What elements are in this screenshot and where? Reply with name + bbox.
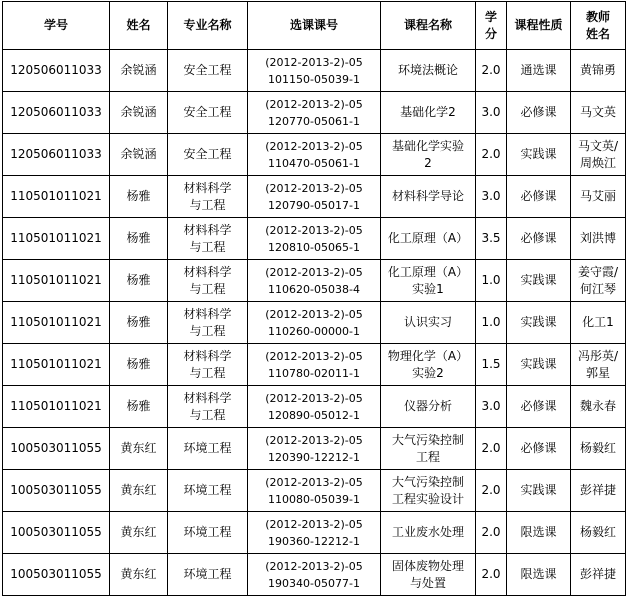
student-name-cell — [110, 218, 168, 260]
table-row — [3, 92, 626, 134]
major-text: 与工程 — [189, 365, 226, 380]
major-cell — [168, 386, 248, 428]
course-type-cell — [507, 92, 571, 134]
major-text: 安全工程 — [183, 63, 232, 77]
credit-text: 1.5 — [481, 357, 501, 371]
major-cell — [168, 554, 248, 596]
major-text: 材料科学 — [183, 348, 232, 363]
course-code-cell — [248, 176, 381, 218]
course-name-text: 环境法概论 — [397, 63, 458, 77]
course-name-text: 物理化学（A） — [387, 348, 469, 363]
major-cell — [168, 260, 248, 302]
student-id-text: 110501011021 — [10, 273, 102, 287]
course-code-text: 110620-05038-4 — [268, 282, 360, 296]
student-name-cell — [110, 512, 168, 554]
course-name-text: 大气污染控制 — [391, 474, 464, 489]
student-id-cell — [3, 554, 110, 596]
major-cell — [168, 512, 248, 554]
course-code-cell — [248, 302, 381, 344]
table-row — [3, 554, 626, 596]
table-row — [3, 176, 626, 218]
teacher-cell — [571, 470, 626, 512]
course-type-cell — [507, 134, 571, 176]
student-id-text: 110501011021 — [10, 189, 102, 203]
major-cell — [168, 92, 248, 134]
course-type-text: 必修课 — [520, 441, 557, 455]
course-type-cell — [507, 386, 571, 428]
course-code-cell — [248, 260, 381, 302]
teacher-text: 杨毅红 — [579, 441, 616, 455]
course-code-cell — [248, 344, 381, 386]
course-name-text: 仪器分析 — [403, 399, 452, 413]
course-code-text: (2012-2013-2)-05 — [265, 517, 363, 531]
course-name-cell — [381, 260, 476, 302]
student-name-text: 黄东红 — [120, 483, 157, 497]
course-selection-table — [2, 1, 626, 596]
course-code-text: 110260-00000-1 — [268, 324, 360, 338]
student-id-text: 110501011021 — [10, 231, 102, 245]
course-type-text: 必修课 — [520, 189, 557, 203]
table-body — [3, 50, 626, 596]
student-name-cell — [110, 428, 168, 470]
course-name-text: 基础化学实验 — [391, 138, 464, 153]
course-code-text: (2012-2013-2)-05 — [265, 433, 363, 447]
course-code-text: 120390-12212-1 — [268, 450, 360, 464]
course-name-cell — [381, 470, 476, 512]
student-name-text: 杨雅 — [126, 357, 151, 371]
major-text: 与工程 — [189, 323, 226, 338]
student-id-cell — [3, 512, 110, 554]
course-code-cell — [248, 512, 381, 554]
credit-text: 3.0 — [481, 399, 501, 413]
student-id-cell — [3, 92, 110, 134]
course-name-cell — [381, 134, 476, 176]
course-name-text: 固体废物处理 — [391, 558, 464, 573]
course-code-text: 110470-05061-1 — [268, 156, 360, 170]
course-code-text: (2012-2013-2)-05 — [265, 55, 363, 69]
teacher-text: 黄锦勇 — [579, 63, 616, 77]
teacher-text: 马文英/ — [577, 138, 619, 153]
course-type-text: 限选课 — [520, 567, 557, 581]
student-name-text: 杨雅 — [126, 315, 151, 329]
teacher-text: 彭祥捷 — [579, 483, 616, 497]
course-name-cell — [381, 554, 476, 596]
teacher-text: 彭祥捷 — [579, 567, 616, 581]
course-name-text: 材料科学导论 — [391, 189, 464, 203]
course-name-text: 实验1 — [412, 281, 444, 296]
student-id-text: 100503011055 — [10, 525, 102, 539]
major-cell — [168, 134, 248, 176]
credit-cell — [476, 260, 507, 302]
course-code-text: 110780-02011-1 — [268, 366, 360, 380]
course-name-text: 化工原理（A） — [387, 264, 469, 279]
course-code-cell — [248, 386, 381, 428]
student-id-cell — [3, 386, 110, 428]
credit-cell — [476, 344, 507, 386]
student-id-text: 120506011033 — [10, 105, 102, 119]
teacher-cell — [571, 512, 626, 554]
major-text: 材料科学 — [183, 222, 232, 237]
course-type-text: 实践课 — [520, 147, 557, 161]
teacher-text: 郭星 — [585, 365, 610, 380]
table-row — [3, 50, 626, 92]
course-code-text: (2012-2013-2)-05 — [265, 181, 363, 195]
course-type-text: 实践课 — [520, 315, 557, 329]
course-type-text: 限选课 — [520, 525, 557, 539]
header-credit-line1: 学 — [484, 9, 497, 24]
course-code-text: 120810-05065-1 — [268, 240, 360, 254]
major-text: 环境工程 — [183, 567, 232, 581]
teacher-text: 姜守霞/ — [577, 264, 619, 279]
credit-cell — [476, 92, 507, 134]
course-type-text: 实践课 — [520, 273, 557, 287]
course-code-text: (2012-2013-2)-05 — [265, 97, 363, 111]
course-type-cell — [507, 344, 571, 386]
credit-cell — [476, 428, 507, 470]
course-code-text: 110080-05039-1 — [268, 492, 360, 506]
course-code-text: 101150-05039-1 — [268, 72, 360, 86]
major-text: 与工程 — [189, 239, 226, 254]
student-id-cell — [3, 470, 110, 512]
course-type-text: 必修课 — [520, 105, 557, 119]
student-id-text: 100503011055 — [10, 483, 102, 497]
course-name-cell — [381, 344, 476, 386]
student-id-cell — [3, 218, 110, 260]
student-name-text: 余锐涵 — [120, 105, 157, 119]
header-teacher-line1: 教师 — [585, 9, 610, 24]
student-name-text: 杨雅 — [126, 399, 151, 413]
teacher-cell — [571, 50, 626, 92]
course-code-cell — [248, 50, 381, 92]
course-type-cell — [507, 512, 571, 554]
major-text: 环境工程 — [183, 525, 232, 539]
course-name-cell — [381, 302, 476, 344]
course-name-text: 基础化学2 — [400, 105, 456, 119]
header-row — [3, 2, 626, 50]
course-name-text: 实验2 — [412, 365, 444, 380]
student-name-text: 黄东红 — [120, 567, 157, 581]
major-text: 材料科学 — [183, 180, 232, 195]
course-code-cell — [248, 554, 381, 596]
header-course-type: 课程性质 — [507, 2, 571, 50]
credit-cell — [476, 512, 507, 554]
student-id-text: 100503011055 — [10, 441, 102, 455]
major-text: 与工程 — [189, 407, 226, 422]
course-code-text: (2012-2013-2)-05 — [265, 223, 363, 237]
course-name-cell — [381, 50, 476, 92]
major-text: 安全工程 — [183, 147, 232, 161]
major-text: 材料科学 — [183, 264, 232, 279]
student-id-text: 120506011033 — [10, 147, 102, 161]
student-name-text: 杨雅 — [126, 273, 151, 287]
student-name-cell — [110, 134, 168, 176]
table-row — [3, 428, 626, 470]
credit-cell — [476, 50, 507, 92]
credit-text: 2.0 — [481, 63, 501, 77]
credit-cell — [476, 554, 507, 596]
credit-text: 2.0 — [481, 483, 501, 497]
course-code-text: (2012-2013-2)-05 — [265, 391, 363, 405]
course-name-cell — [381, 386, 476, 428]
course-type-cell — [507, 218, 571, 260]
course-name-cell — [381, 218, 476, 260]
major-cell — [168, 218, 248, 260]
student-name-cell — [110, 302, 168, 344]
course-code-text: 120790-05017-1 — [268, 198, 360, 212]
student-id-text: 110501011021 — [10, 315, 102, 329]
course-type-text: 实践课 — [520, 483, 557, 497]
teacher-cell — [571, 92, 626, 134]
credit-cell — [476, 218, 507, 260]
student-id-text: 110501011021 — [10, 357, 102, 371]
course-name-text: 大气污染控制 — [391, 432, 464, 447]
student-id-cell — [3, 260, 110, 302]
table-row — [3, 344, 626, 386]
table-row — [3, 260, 626, 302]
course-code-text: 120890-05012-1 — [268, 408, 360, 422]
course-code-text: (2012-2013-2)-05 — [265, 307, 363, 321]
major-cell — [168, 470, 248, 512]
credit-text: 2.0 — [481, 441, 501, 455]
credit-cell — [476, 134, 507, 176]
major-cell — [168, 344, 248, 386]
teacher-cell — [571, 218, 626, 260]
table-row — [3, 302, 626, 344]
student-id-cell — [3, 176, 110, 218]
teacher-cell — [571, 428, 626, 470]
course-name-cell — [381, 176, 476, 218]
student-id-text: 100503011055 — [10, 567, 102, 581]
student-id-cell — [3, 302, 110, 344]
table-row — [3, 470, 626, 512]
student-name-cell — [110, 260, 168, 302]
teacher-text: 何江琴 — [579, 281, 616, 296]
header-teacher — [571, 2, 626, 50]
student-id-cell — [3, 50, 110, 92]
course-code-text: 120770-05061-1 — [268, 114, 360, 128]
student-name-text: 余锐涵 — [120, 63, 157, 77]
student-name-cell — [110, 554, 168, 596]
teacher-text: 马艾丽 — [579, 189, 616, 203]
major-cell — [168, 50, 248, 92]
course-type-cell — [507, 428, 571, 470]
credit-cell — [476, 386, 507, 428]
course-code-cell — [248, 134, 381, 176]
teacher-cell — [571, 260, 626, 302]
teacher-text: 杨毅红 — [579, 525, 616, 539]
student-id-text: 120506011033 — [10, 63, 102, 77]
student-name-text: 余锐涵 — [120, 147, 157, 161]
course-code-text: (2012-2013-2)-05 — [265, 265, 363, 279]
credit-text: 2.0 — [481, 525, 501, 539]
course-name-cell — [381, 92, 476, 134]
teacher-cell — [571, 176, 626, 218]
major-text: 环境工程 — [183, 483, 232, 497]
course-type-text: 实践课 — [520, 357, 557, 371]
major-text: 与工程 — [189, 197, 226, 212]
credit-cell — [476, 176, 507, 218]
course-code-cell — [248, 218, 381, 260]
course-code-text: 190360-12212-1 — [268, 534, 360, 548]
student-name-text: 黄东红 — [120, 525, 157, 539]
major-text: 与工程 — [189, 281, 226, 296]
student-name-text: 黄东红 — [120, 441, 157, 455]
table-row — [3, 386, 626, 428]
course-code-text: 190340-05077-1 — [268, 576, 360, 590]
major-cell — [168, 302, 248, 344]
course-name-text: 认识实习 — [403, 315, 452, 329]
student-name-cell — [110, 344, 168, 386]
header-credit-line2: 分 — [484, 26, 497, 41]
credit-text: 2.0 — [481, 147, 501, 161]
credit-cell — [476, 302, 507, 344]
credit-text: 1.0 — [481, 315, 501, 329]
major-text: 环境工程 — [183, 441, 232, 455]
course-code-text: (2012-2013-2)-05 — [265, 139, 363, 153]
header-course-name: 课程名称 — [381, 2, 476, 50]
course-type-cell — [507, 302, 571, 344]
table-row — [3, 512, 626, 554]
course-type-text: 必修课 — [520, 399, 557, 413]
major-text: 材料科学 — [183, 306, 232, 321]
credit-cell — [476, 470, 507, 512]
teacher-text: 冯彤英/ — [577, 348, 619, 363]
student-id-cell — [3, 428, 110, 470]
student-id-cell — [3, 134, 110, 176]
course-type-cell — [507, 260, 571, 302]
credit-text: 3.0 — [481, 105, 501, 119]
course-name-cell — [381, 428, 476, 470]
course-name-text: 2 — [424, 155, 432, 170]
course-name-text: 化工原理（A） — [387, 231, 469, 245]
header-name: 姓名 — [110, 2, 168, 50]
student-name-cell — [110, 386, 168, 428]
credit-text: 1.0 — [481, 273, 501, 287]
student-name-cell — [110, 176, 168, 218]
teacher-cell — [571, 386, 626, 428]
student-name-text: 杨雅 — [126, 189, 151, 203]
course-name-text: 与处置 — [409, 575, 446, 590]
course-type-cell — [507, 176, 571, 218]
table-row — [3, 134, 626, 176]
major-cell — [168, 428, 248, 470]
course-type-cell — [507, 554, 571, 596]
student-name-cell — [110, 470, 168, 512]
course-name-text: 工程实验设计 — [391, 491, 464, 506]
student-id-cell — [3, 344, 110, 386]
course-name-text: 工程 — [415, 449, 440, 464]
student-id-text: 110501011021 — [10, 399, 102, 413]
credit-text: 2.0 — [481, 567, 501, 581]
header-credit — [476, 2, 507, 50]
teacher-text: 刘洪博 — [579, 231, 616, 245]
major-text: 材料科学 — [183, 390, 232, 405]
course-code-text: (2012-2013-2)-05 — [265, 559, 363, 573]
course-name-cell — [381, 512, 476, 554]
teacher-text: 化工1 — [582, 315, 614, 329]
header-major: 专业名称 — [168, 2, 248, 50]
student-name-text: 杨雅 — [126, 231, 151, 245]
course-type-cell — [507, 50, 571, 92]
teacher-cell — [571, 302, 626, 344]
course-code-text: (2012-2013-2)-05 — [265, 349, 363, 363]
course-code-cell — [248, 470, 381, 512]
teacher-cell — [571, 554, 626, 596]
header-course-code: 选课课号 — [248, 2, 381, 50]
student-name-cell — [110, 50, 168, 92]
major-text: 安全工程 — [183, 105, 232, 119]
credit-text: 3.0 — [481, 189, 501, 203]
credit-text: 3.5 — [481, 231, 501, 245]
course-type-text: 必修课 — [520, 231, 557, 245]
course-type-text: 通选课 — [520, 63, 557, 77]
course-code-cell — [248, 428, 381, 470]
teacher-text: 魏永春 — [579, 399, 616, 413]
table-row — [3, 218, 626, 260]
major-cell — [168, 176, 248, 218]
teacher-text: 马文英 — [579, 105, 616, 119]
header-teacher-line2: 姓名 — [585, 26, 610, 41]
teacher-text: 周焕江 — [579, 155, 616, 170]
student-name-cell — [110, 92, 168, 134]
header-student-id: 学号 — [3, 2, 110, 50]
course-name-text: 工业废水处理 — [391, 525, 464, 539]
teacher-cell — [571, 344, 626, 386]
course-code-cell — [248, 92, 381, 134]
teacher-cell — [571, 134, 626, 176]
course-code-text: (2012-2013-2)-05 — [265, 475, 363, 489]
course-type-cell — [507, 470, 571, 512]
